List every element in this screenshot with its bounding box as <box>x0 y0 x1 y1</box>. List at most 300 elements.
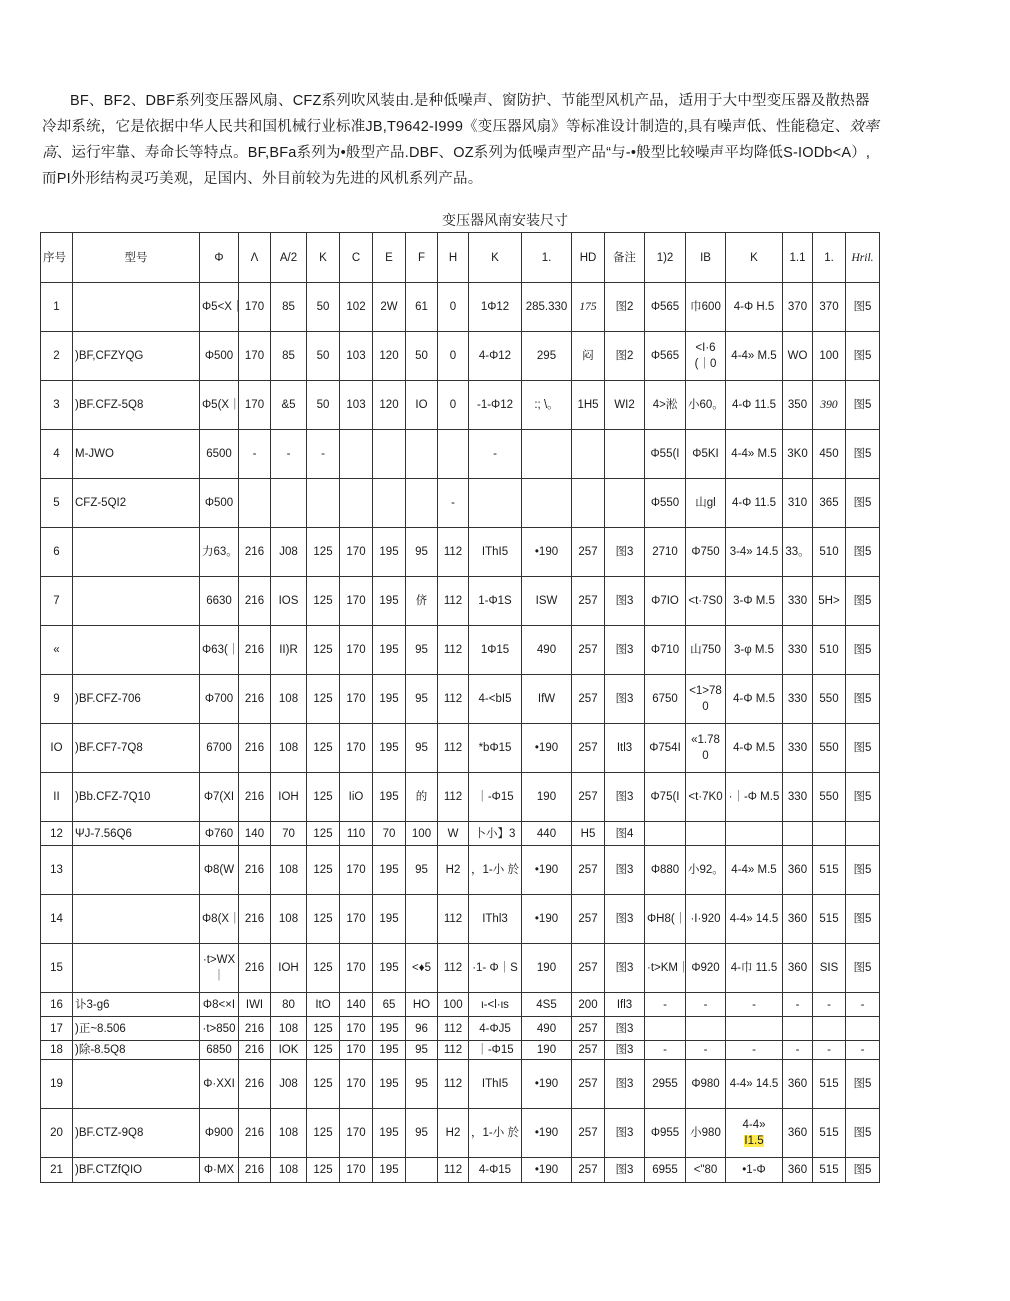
table-cell: 310 <box>783 479 813 528</box>
table-cell: H2 <box>438 846 469 895</box>
table-cell <box>645 822 686 846</box>
table-cell: <t·7K0 <box>686 773 726 822</box>
table-cell <box>73 944 200 993</box>
table-cell <box>73 895 200 944</box>
table-row <box>41 822 880 846</box>
table-cell: 257 <box>572 1017 605 1041</box>
table-cell: 170 <box>340 724 373 773</box>
table-cell: 图5 <box>846 1158 880 1183</box>
table-cell: 112 <box>438 773 469 822</box>
table-cell: IThI5 <box>469 528 522 577</box>
table-cell: 195 <box>373 944 406 993</box>
table-cell: Φ5KI <box>686 430 726 479</box>
table-cell: 125 <box>307 773 340 822</box>
table-cell: 350 <box>783 381 813 430</box>
table-cell: 0 <box>438 332 469 381</box>
table-cell <box>73 1060 200 1109</box>
table-cell: 图3 <box>605 1060 645 1109</box>
table-cell: Φ8<×I <box>200 993 239 1017</box>
table-cell: Φ500 <box>200 332 239 381</box>
header-cell: K <box>307 233 340 283</box>
header-cell: HD <box>572 233 605 283</box>
table-cell: •190 <box>522 528 572 577</box>
table-cell: 112 <box>438 895 469 944</box>
header-cell: Λ <box>239 233 271 283</box>
table-cell: 讣3-g6 <box>73 993 200 1017</box>
table-cell: 190 <box>522 773 572 822</box>
table-cell: 21 <box>41 1158 73 1183</box>
table-cell: 170 <box>340 675 373 724</box>
table-cell: )BF.CTZfQIO <box>73 1158 200 1183</box>
table-row <box>41 993 880 1017</box>
table-cell: 216 <box>239 1158 271 1183</box>
table-cell: 170 <box>239 332 271 381</box>
table-cell: ·t>850 <box>200 1017 239 1041</box>
table-row <box>41 1017 880 1041</box>
table-cell: - <box>645 993 686 1017</box>
table-cell: 125 <box>307 1060 340 1109</box>
table-cell: 17 <box>41 1017 73 1041</box>
table-cell: Φ5(X｜ <box>200 381 239 430</box>
table-cell: 170 <box>340 1109 373 1158</box>
table-cell: 图2 <box>605 332 645 381</box>
table-cell: 的 <box>406 773 438 822</box>
table-cell <box>572 430 605 479</box>
table-cell: 257 <box>572 528 605 577</box>
table-cell: 山gl <box>686 479 726 528</box>
table-row <box>41 430 880 479</box>
table-cell: 图5 <box>846 479 880 528</box>
table-cell: 390 <box>813 381 846 430</box>
table-cell: 195 <box>373 1109 406 1158</box>
table-cell: 力63。 <box>200 528 239 577</box>
table-cell: Φ63(｜ <box>200 626 239 675</box>
table-cell: Φ710 <box>645 626 686 675</box>
table-cell: H2 <box>438 1109 469 1158</box>
table-cell: 4-Φ15 <box>469 1158 522 1183</box>
table-cell <box>406 430 438 479</box>
table-cell: <"80 <box>686 1158 726 1183</box>
table-cell: 山750 <box>686 626 726 675</box>
highlighted-value: I1.5 <box>744 1135 764 1147</box>
table-cell: 170 <box>340 1017 373 1041</box>
table-cell: 515 <box>813 846 846 895</box>
table-cell: 216 <box>239 675 271 724</box>
table-cell: )BF.CFZ-706 <box>73 675 200 724</box>
table-cell: )BF.CFZ-5Q8 <box>73 381 200 430</box>
table-cell <box>73 846 200 895</box>
table-cell: 0 <box>438 283 469 332</box>
table-cell <box>726 1017 783 1041</box>
table-cell: 190 <box>522 944 572 993</box>
table-cell: 330 <box>783 577 813 626</box>
table-cell: 85 <box>271 283 307 332</box>
table-cell: 6955 <box>645 1158 686 1183</box>
table-cell: ISW <box>522 577 572 626</box>
table-cell: 4-巾 11.5 <box>726 944 783 993</box>
table-cell: 195 <box>373 1158 406 1183</box>
table-cell: CFZ-5QI2 <box>73 479 200 528</box>
table-cell: 216 <box>239 944 271 993</box>
table-cell: 330 <box>783 724 813 773</box>
table-cell: - <box>813 993 846 1017</box>
table-cell: 170 <box>340 1041 373 1060</box>
table-cell: 卜小】3 <box>469 822 522 846</box>
table-cell: 370 <box>783 283 813 332</box>
header-cell: 1. <box>813 233 846 283</box>
table-cell: 图4 <box>605 822 645 846</box>
table-cell: ·t>WX｜ <box>200 944 239 993</box>
table-cell: ·1- Φ｜S <box>469 944 522 993</box>
table-cell: )除-8.5Q8 <box>73 1041 200 1060</box>
table-cell <box>373 479 406 528</box>
table-cell: 125 <box>307 724 340 773</box>
spec-table-body <box>41 233 880 1183</box>
table-cell: Φ920 <box>686 944 726 993</box>
table-cell: Ifl3 <box>605 993 645 1017</box>
table-cell: II <box>41 773 73 822</box>
table-cell: 216 <box>239 577 271 626</box>
table-cell: ι-<l·ιs <box>469 993 522 1017</box>
table-cell: Itl3 <box>605 724 645 773</box>
table-cell <box>73 528 200 577</box>
table-cell: 小980 <box>686 1109 726 1158</box>
table-cell: 125 <box>307 1041 340 1060</box>
table-cell: 图5 <box>846 283 880 332</box>
table-cell: 33。 <box>783 528 813 577</box>
table-cell: «1.780 <box>686 724 726 773</box>
table-cell: 216 <box>239 846 271 895</box>
table-cell: 295 <box>522 332 572 381</box>
table-cell: Φ760 <box>200 822 239 846</box>
table-cell: 257 <box>572 626 605 675</box>
table-cell: •190 <box>522 895 572 944</box>
table-cell: 95 <box>406 1060 438 1109</box>
table-cell: J08 <box>271 1060 307 1109</box>
table-cell: Φ7(XI <box>200 773 239 822</box>
table-cell: 95 <box>406 675 438 724</box>
table-cell: 图3 <box>605 528 645 577</box>
table-cell: - <box>846 993 880 1017</box>
table-cell <box>239 479 271 528</box>
table-cell <box>605 479 645 528</box>
table-cell: 图5 <box>846 528 880 577</box>
table-cell: 图5 <box>846 577 880 626</box>
table-cell: 3-Φ M.5 <box>726 577 783 626</box>
table-cell: ·｜-Φ M.5 <box>726 773 783 822</box>
table-cell: - <box>726 1041 783 1060</box>
table-cell: ，1-小 於 <box>469 846 522 895</box>
table-cell: 13 <box>41 846 73 895</box>
table-cell: 108 <box>271 724 307 773</box>
table-cell: 3K0 <box>783 430 813 479</box>
table-cell: IThl3 <box>469 895 522 944</box>
table-cell: 图5 <box>846 332 880 381</box>
table-cell: 112 <box>438 944 469 993</box>
table-cell: Φ565 <box>645 283 686 332</box>
table-cell: 257 <box>572 944 605 993</box>
table-cell: <1>780 <box>686 675 726 724</box>
table-cell: IiO <box>340 773 373 822</box>
table-cell: Φ754I <box>645 724 686 773</box>
table-cell: 95 <box>406 846 438 895</box>
table-cell: 112 <box>438 1017 469 1041</box>
table-cell: 100 <box>813 332 846 381</box>
table-cell: <I·6(｜0 <box>686 332 726 381</box>
table-cell: 125 <box>307 1109 340 1158</box>
table-cell: - <box>783 993 813 1017</box>
table-cell: 360 <box>783 895 813 944</box>
table-cell: 65 <box>373 993 406 1017</box>
header-cell: A/2 <box>271 233 307 283</box>
header-cell: C <box>340 233 373 283</box>
table-cell: IOS <box>271 577 307 626</box>
table-cell: « <box>41 626 73 675</box>
table-cell: 285.330 <box>522 283 572 332</box>
table-cell: 图5 <box>846 626 880 675</box>
table-cell: 4-4» 14.5 <box>726 1060 783 1109</box>
table-cell: 103 <box>340 332 373 381</box>
table-cell: J08 <box>271 528 307 577</box>
table-cell: :; \。 <box>522 381 572 430</box>
table-cell: 95 <box>406 528 438 577</box>
table-cell: 125 <box>307 944 340 993</box>
table-cell: <t·7S0 <box>686 577 726 626</box>
intro-text-2: 、运行牢靠、寿命长等特点。BF,BFa系列为•般型产品.DBF、OZ系列为低噪声型产品“与-•般型比较噪声平均降低S-IODb<A）,而PI外形结构灵巧美观，足国内、外目前较为先进的风机系列产品。 <box>42 145 871 187</box>
table-cell: 216 <box>239 1017 271 1041</box>
table-cell: 95 <box>406 724 438 773</box>
table-cell: 4-Φ H.5 <box>726 283 783 332</box>
table-cell: - <box>686 993 726 1017</box>
table-cell: IO <box>41 724 73 773</box>
table-cell: 360 <box>783 1060 813 1109</box>
table-cell: 112 <box>438 1041 469 1060</box>
header-cell: Hril. <box>846 233 880 283</box>
table-cell: 257 <box>572 895 605 944</box>
table-cell <box>846 1017 880 1041</box>
table-cell: 216 <box>239 626 271 675</box>
table-cell <box>783 1017 813 1041</box>
table-cell: 195 <box>373 1041 406 1060</box>
table-cell: - <box>846 1041 880 1060</box>
table-cell: <♦5 <box>406 944 438 993</box>
table-cell <box>783 822 813 846</box>
table-cell <box>605 430 645 479</box>
table-cell: 190 <box>522 1041 572 1060</box>
table-cell: Φ5<X｜ <box>200 283 239 332</box>
table-cell: ΨJ-7.56Q6 <box>73 822 200 846</box>
table-cell: 195 <box>373 724 406 773</box>
table-cell: 550 <box>813 675 846 724</box>
table-cell <box>340 430 373 479</box>
table-cell: 170 <box>340 895 373 944</box>
table-cell: 图3 <box>605 626 645 675</box>
table-cell: 80 <box>271 993 307 1017</box>
table-cell <box>645 1017 686 1041</box>
table-cell: WO <box>783 332 813 381</box>
table-row <box>41 846 880 895</box>
table-cell: 3 <box>41 381 73 430</box>
table-cell: 515 <box>813 1158 846 1183</box>
table-cell: 112 <box>438 1158 469 1183</box>
table-cell: 330 <box>783 675 813 724</box>
table-cell <box>73 283 200 332</box>
table-cell: 图3 <box>605 577 645 626</box>
table-cell <box>726 822 783 846</box>
table-cell: 19 <box>41 1060 73 1109</box>
table-cell: 闷 <box>572 332 605 381</box>
table-cell: 216 <box>239 724 271 773</box>
table-cell: 125 <box>307 1017 340 1041</box>
table-cell: HO <box>406 993 438 1017</box>
table-cell: 108 <box>271 846 307 895</box>
table-cell: 16 <box>41 993 73 1017</box>
table-cell: 15 <box>41 944 73 993</box>
table-cell: 490 <box>522 626 572 675</box>
table-cell: 108 <box>271 1017 307 1041</box>
table-cell: 170 <box>340 577 373 626</box>
header-cell: 1)2 <box>645 233 686 283</box>
table-cell: )BF.CF7-7Q8 <box>73 724 200 773</box>
table-cell: 6 <box>41 528 73 577</box>
table-cell: 2955 <box>645 1060 686 1109</box>
table-cell: )Bb.CFZ-7Q10 <box>73 773 200 822</box>
table-cell <box>406 1158 438 1183</box>
table-cell: 112 <box>438 724 469 773</box>
table-cell: 125 <box>307 822 340 846</box>
table-cell: 125 <box>307 528 340 577</box>
table-cell: Φ900 <box>200 1109 239 1158</box>
table-cell: - <box>307 430 340 479</box>
table-cell: 6850 <box>200 1041 239 1060</box>
table-cell: 4S5 <box>522 993 572 1017</box>
table-cell: 195 <box>373 1017 406 1041</box>
table-cell: ·t>KM｜ <box>645 944 686 993</box>
table-cell: ｜-Φ15 <box>469 773 522 822</box>
table-cell: 360 <box>783 944 813 993</box>
table-row <box>41 479 880 528</box>
table-cell: 图3 <box>605 675 645 724</box>
header-cell: 1.1 <box>783 233 813 283</box>
table-cell: 5 <box>41 479 73 528</box>
table-cell: ｜-Φ15 <box>469 1041 522 1060</box>
table-row <box>41 1158 880 1183</box>
table-cell: 4 <box>41 430 73 479</box>
table-cell: 125 <box>307 577 340 626</box>
table-cell: 120 <box>373 381 406 430</box>
table-title: 变压器风南安装尺寸 <box>442 212 568 228</box>
table-cell: Φ750 <box>686 528 726 577</box>
table-cell: - <box>783 1041 813 1060</box>
table-cell: 170 <box>239 381 271 430</box>
table-cell: 6630 <box>200 577 239 626</box>
table-cell: 112 <box>438 675 469 724</box>
table-cell: IOK <box>271 1041 307 1060</box>
table-cell: Φ700 <box>200 675 239 724</box>
header-cell: K <box>726 233 783 283</box>
table-cell <box>406 479 438 528</box>
table-cell: IfW <box>522 675 572 724</box>
table-cell: 216 <box>239 1109 271 1158</box>
table-cell: 195 <box>373 626 406 675</box>
table-cell: 257 <box>572 846 605 895</box>
table-cell: 216 <box>239 895 271 944</box>
table-cell: 450 <box>813 430 846 479</box>
table-cell: 18 <box>41 1041 73 1060</box>
table-cell: 4-4» M.5 <box>726 430 783 479</box>
table-cell: 1H5 <box>572 381 605 430</box>
table-cell: 195 <box>373 675 406 724</box>
table-cell: 257 <box>572 724 605 773</box>
table-cell: 360 <box>783 1158 813 1183</box>
table-cell: 图3 <box>605 1109 645 1158</box>
table-cell: 120 <box>373 332 406 381</box>
table-cell: 图5 <box>846 846 880 895</box>
header-cell: 型号 <box>73 233 200 283</box>
table-cell: 图5 <box>846 1060 880 1109</box>
table-cell: 50 <box>307 332 340 381</box>
table-cell: - <box>239 430 271 479</box>
table-cell: 70 <box>271 822 307 846</box>
table-cell: ItO <box>307 993 340 1017</box>
table-cell: 170 <box>340 528 373 577</box>
table-cell: 140 <box>340 993 373 1017</box>
table-cell <box>469 479 522 528</box>
table-cell: 4-4» 14.5 <box>726 895 783 944</box>
table-cell: ，1-小 於 <box>469 1109 522 1158</box>
table-cell: 195 <box>373 773 406 822</box>
table-cell: - <box>686 1041 726 1060</box>
table-cell: *bΦ15 <box>469 724 522 773</box>
table-cell: 图2 <box>605 283 645 332</box>
table-cell: 4-4» M.5 <box>726 332 783 381</box>
table-cell: Φ55(I <box>645 430 686 479</box>
table-row <box>41 895 880 944</box>
table-cell: W <box>438 822 469 846</box>
table-cell: 200 <box>572 993 605 1017</box>
table-cell: 1 <box>41 283 73 332</box>
table-cell: 510 <box>813 528 846 577</box>
table-cell: 515 <box>813 1109 846 1158</box>
table-cell: 4-Φ M.5 <box>726 724 783 773</box>
table-cell: Φ880 <box>645 846 686 895</box>
table-cell: 1Φ12 <box>469 283 522 332</box>
table-cell: 4-Φ 11.5 <box>726 479 783 528</box>
table-cell: 216 <box>239 773 271 822</box>
intro-text-italic: 效率高 <box>42 119 879 161</box>
table-cell <box>373 430 406 479</box>
table-cell: 257 <box>572 1060 605 1109</box>
table-cell: 图3 <box>605 1158 645 1183</box>
table-cell: M-JWO <box>73 430 200 479</box>
table-cell: 100 <box>406 822 438 846</box>
table-row <box>41 944 880 993</box>
header-cell: 备注 <box>605 233 645 283</box>
table-cell: 95 <box>406 626 438 675</box>
table-cell <box>522 430 572 479</box>
table-cell: 175 <box>572 283 605 332</box>
intro-paragraph <box>42 88 882 192</box>
header-cell: Φ <box>200 233 239 283</box>
table-cell: 170 <box>340 1158 373 1183</box>
table-cell <box>73 577 200 626</box>
table-cell: 216 <box>239 528 271 577</box>
table-cell: 257 <box>572 773 605 822</box>
table-cell: 112 <box>438 577 469 626</box>
header-cell: 1. <box>522 233 572 283</box>
table-cell: IOH <box>271 944 307 993</box>
table-cell: 4-4» I1.5 <box>726 1109 783 1158</box>
